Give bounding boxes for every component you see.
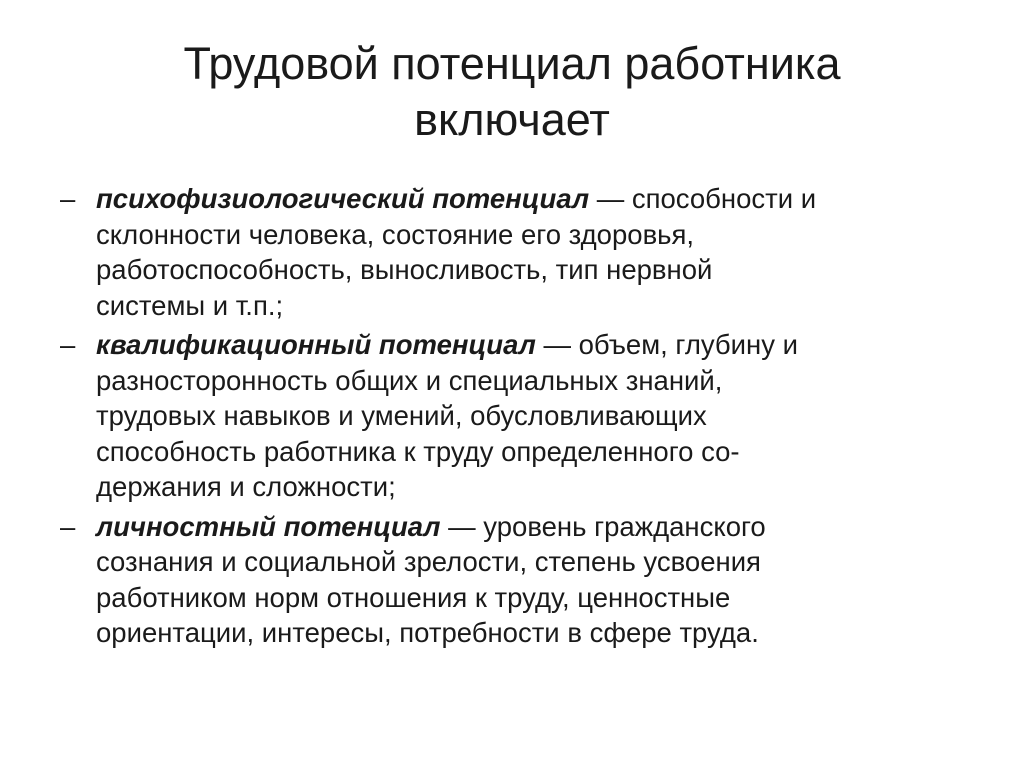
bullet-text-line: разносторонность общих и специальных знаний, <box>96 364 723 396</box>
bullet-text-line: — уровень гражданского <box>440 510 766 542</box>
bullet-dash: – <box>60 183 76 214</box>
bullet-text-line: работником норм отношения к труду, ценностные <box>96 581 731 613</box>
bullet-dash: – <box>60 329 76 360</box>
bullet-list <box>60 181 960 655</box>
bullet-text-line: сознания и социальной зрелости, степень усвоения <box>96 546 761 577</box>
bullet-text-line: держания и сложности; <box>96 471 396 502</box>
bullet-dash: – <box>60 510 76 542</box>
slide-title <box>60 36 964 148</box>
bullet-term: психофизиологический потенциал <box>96 183 590 214</box>
bullet-text-line: работоспособность, выносливость, тип нервной <box>96 254 713 285</box>
bullet-item-qualification <box>60 327 960 505</box>
bullet-text-line: способность работника к труду определенного со- <box>96 435 740 467</box>
slide-title-line-1: Трудовой потенциал работника <box>183 38 841 89</box>
bullet-text-line: склонности человека, состояние его здоровья, <box>96 218 695 250</box>
bullet-term: квалификационный потенциал <box>96 329 536 360</box>
bullet-text-line: — объем, глубину и <box>535 329 798 360</box>
bullet-term: личностный потенциал <box>96 510 441 542</box>
bullet-item-psychophysiological <box>60 181 960 323</box>
slide-title-line-2: включает <box>414 94 610 145</box>
bullet-text-line: ориентации, интересы, потребности в сфере труда. <box>96 617 759 648</box>
bullet-text-line: трудовых навыков и умений, обусловливающих <box>96 400 707 431</box>
bullet-text-line: системы и т.п.; <box>96 289 284 321</box>
bullet-text-line: — способности и <box>589 183 817 214</box>
bullet-item-personal <box>60 509 960 651</box>
